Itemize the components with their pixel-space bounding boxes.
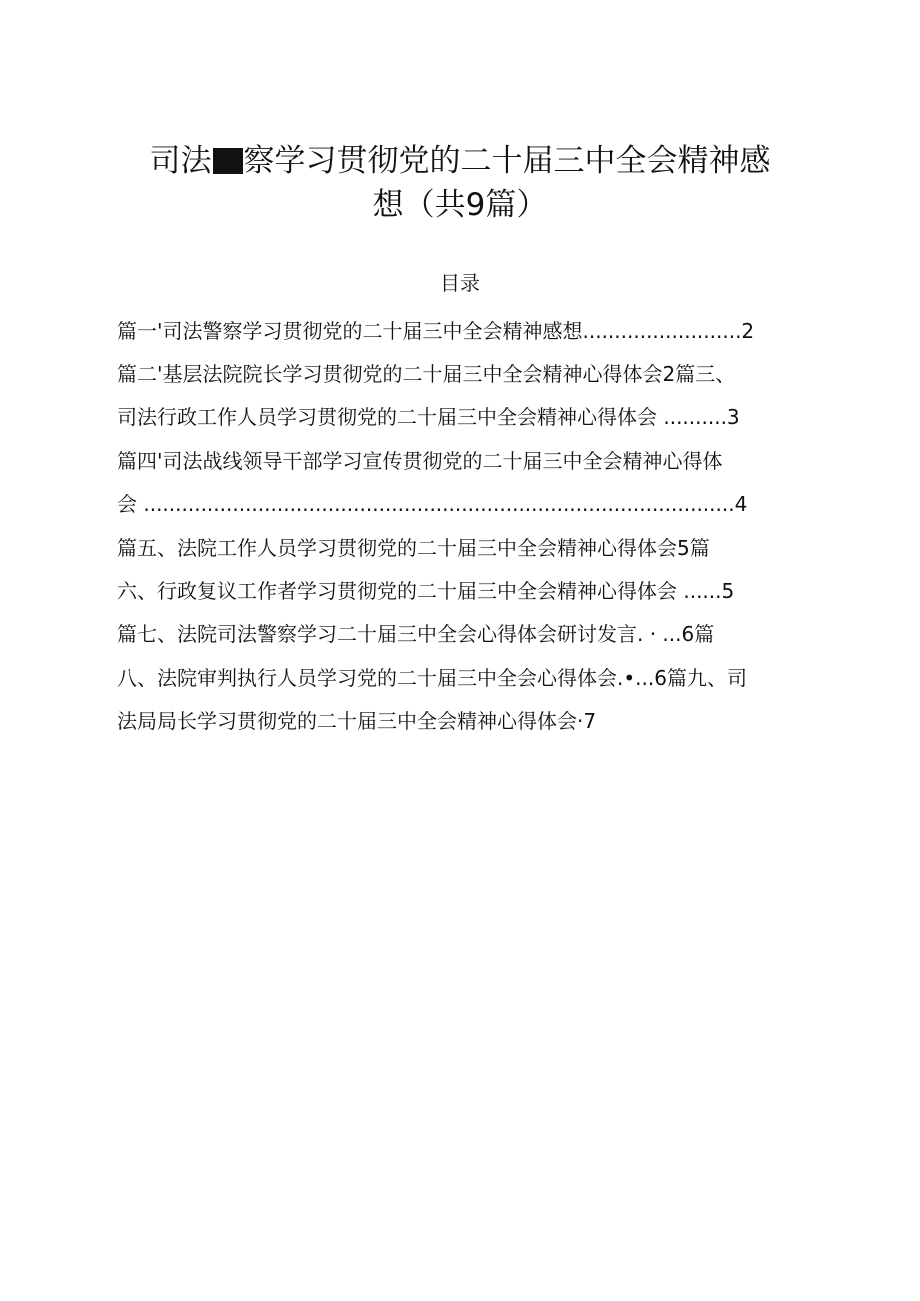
toc-line: 司法行政工作人员学习贯彻党的二十届三中全会精神心得体会 ..........3: [117, 405, 740, 429]
toc-line: 篇七、法院司法警察学习二十届三中全会心得体会研讨发言. · ...6篇: [117, 622, 715, 646]
toc-line: 八、法院审判执行人员学习党的二十届三中全会心得体会.•...6篇九、司: [117, 666, 747, 690]
toc-heading: 目录: [440, 271, 480, 295]
toc-line: 会 .............................................................................................4: [117, 492, 748, 516]
toc-line: 六、行政复议工作者学习贯彻党的二十届三中全会精神心得体会 ......5: [117, 579, 735, 603]
toc-line: 法局局长学习贯彻党的二十届三中全会精神心得体会·7: [117, 709, 597, 733]
document-title-line-1: [100, 139, 820, 183]
toc-line: 篇四'司法战线领导干部学习宣传贯彻党的二十届三中全会精神心得体: [117, 449, 723, 473]
title-text-end: 察学习贯彻党的二十届三中全会精神感: [243, 143, 771, 179]
toc-line: 篇五、法院工作人员学习贯彻党的二十届三中全会精神心得体会5篇: [117, 536, 710, 560]
toc-line: 篇一'司法警察学习贯彻党的二十届三中全会精神感想.........................2: [117, 319, 755, 343]
redaction-block: [213, 148, 243, 174]
title-text-start: 司法: [149, 143, 212, 179]
toc-line: 篇二'基层法院院长学习贯彻党的二十届三中全会精神心得体会2篇三、: [117, 362, 736, 386]
document-title-line-2: 想（共9篇）: [372, 187, 548, 223]
